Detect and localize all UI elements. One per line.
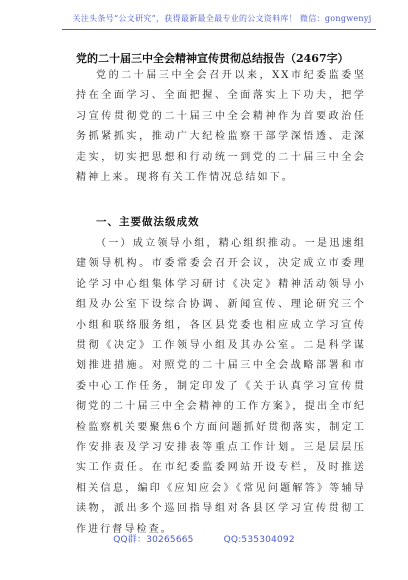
header-banner: 关注头条号“公文研究”，获得最新最全最专业的公文资料库！ 微信：gongwenyj [72, 14, 372, 23]
footer-qq-group: QQ群：30265665 [113, 535, 194, 545]
header-divider [62, 29, 376, 30]
section-paragraph-text: （一）成立领导小组，精心组织推动。一是迅速组建领导机构。市委常委会召开会议，决定成立市委理论学习中心组集体学习研讨《决定》精神活动领导小组及办公室下设综合协调、新闻宣传、理论研究三个小组和联络服务组，各区县党委也相应成立学习宣传贯彻《决定》工作领导小组及其办公室。二是科学谋划推进措施。对照党的二十届三中全会战略部署和市委中心工作任务，制定印发了《关于认真学习宣传贯彻党的二十届三中全会精神的工作方案》，提出全市纪检监察机关要聚焦6个方面问题抓好贯彻落实，制定工作安排表及学习安排表等重点工作计划。三是层层压实工作责任。在市纪委监委网站开设专栏，及时推送相关信息，编印《应知应会》《常见问题解答》等辅导读物，派出多个巡回指导组对各县区学习宣传贯彻工作进行督导检查。 [76, 238, 366, 535]
document-title: 党的二十届三中全会精神宣传贯彻总结报告（2467字） [76, 52, 349, 65]
intro-paragraph-text: 党的二十届三中全会召开以来，XX市纪委监委坚持在全面学习、全面把握、全面落实上下功夫，把学习宣传贯彻党的二十届三中全会精神作为首要政治任务抓紧抓实，推动广大纪检监察干部学深悟透、走深走实，切实把思想和行动统一到党的二十届三中全会精神上来。现将有关工作情况总结如下。 [76, 70, 366, 184]
section-paragraph [76, 234, 366, 540]
intro-paragraph [76, 66, 366, 188]
footer-contact [0, 535, 408, 546]
footer-qq: QQ:535304092 [223, 535, 295, 545]
section-heading: 一、主要做法级成效 [96, 216, 200, 228]
